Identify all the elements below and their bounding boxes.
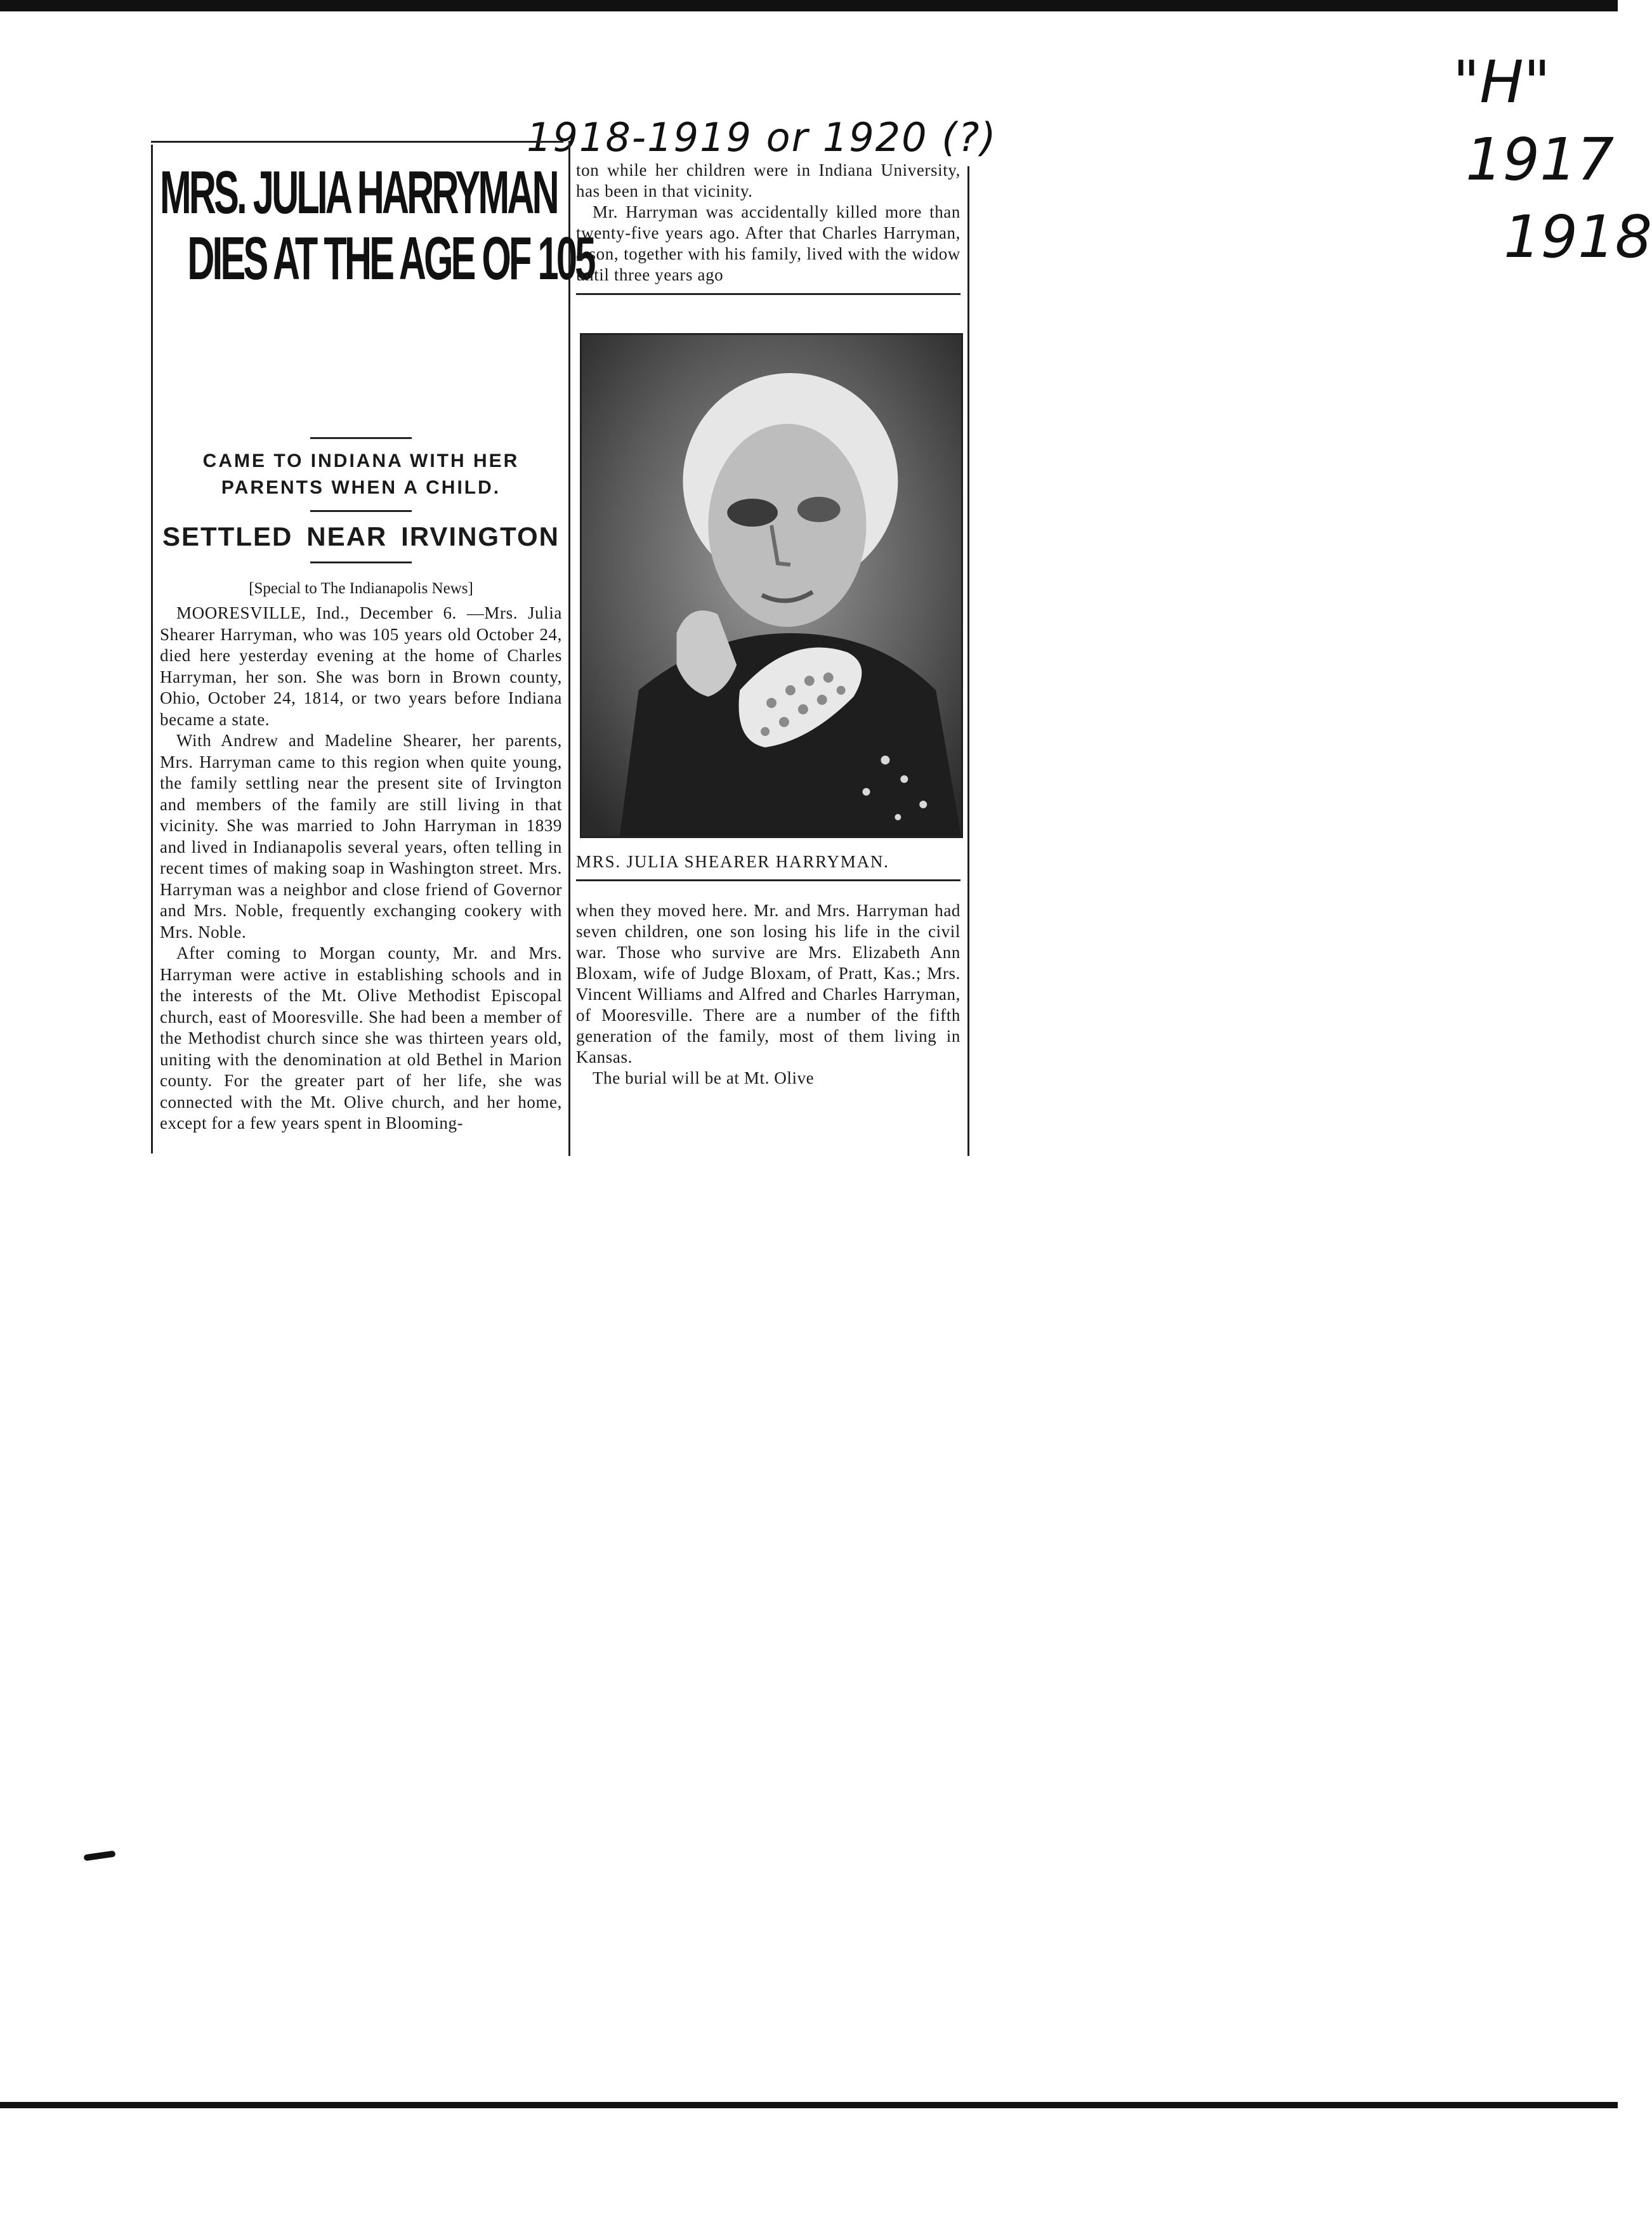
handwritten-letter: "H" bbox=[1453, 48, 1550, 116]
article-paragraph: With Andrew and Madeline Shearer, her parents, Mrs. Harryman came to this region when quite young, the family settling near the present site of Irvington and members of the family are still living in that vicinity. She was married to John Harryman in 1839 and lived in Indianapolis several years, often telling in recent times of making soap in Washington street. Mrs. Harryman was a neighbor and close friend of Governor and Mrs. Noble, frequently exchanging cookery with Mrs. Noble. bbox=[160, 731, 562, 942]
article-paragraph: The burial will be at Mt. Olive bbox=[593, 1068, 815, 1087]
article-subhead bbox=[160, 521, 562, 553]
article-continuation bbox=[576, 900, 960, 1089]
article-paragraph: Mr. Harryman was accidentally killed more than twenty-five years ago. After that Charles Harryman, a son, together with his family, lived with the widow until three years ago bbox=[576, 202, 960, 284]
handwritten-margin-note bbox=[1453, 44, 1652, 277]
article-paragraph: MOORESVILLE, Ind., December 6. —Mrs. Julia Shearer Harryman, who was 105 years old October 24, died here yesterday evening at the home of Charles Harryman, her son. She was born in Brown county, Ohio, October 24, 1814, or two years before Indiana became a state. bbox=[160, 603, 562, 729]
column-rule-right bbox=[967, 166, 969, 1156]
article-paragraph: ton while her children were in Indiana University, has been in that vicinity. bbox=[576, 161, 960, 200]
subhead-word: SETTLED bbox=[162, 522, 293, 551]
photo-caption: MRS. JULIA SHEARER HARRYMAN. bbox=[576, 852, 889, 871]
handwritten-year-1: 1917 bbox=[1465, 126, 1615, 194]
subhead-word: IRVINGTON bbox=[401, 522, 560, 551]
handwritten-year-2: 1918 bbox=[1504, 203, 1652, 271]
portrait-illustration bbox=[582, 335, 961, 836]
article-paragraph: when they moved here. Mr. and Mrs. Harryman had seven children, one son losing his life in the civil war. Those who survive are Mrs. Elizabeth Ann Bloxam, wife of Judge Bloxam, of Pratt, Kas.; Mrs. Vincent Williams and Alfred and Charles Harryman, of Mooresville. There are a number of the fifth generation of the family, most of them living in Kansas. bbox=[576, 901, 960, 1067]
column-rule-middle bbox=[568, 141, 570, 1156]
handwritten-date-note: 1918-1919 or 1920 (?) bbox=[527, 114, 997, 161]
article-deck bbox=[160, 448, 562, 501]
scan-mark bbox=[84, 1851, 116, 1861]
headline-line-1: MRS. JULIA HARRYMAN bbox=[160, 159, 557, 226]
article-paragraph: After coming to Morgan county, Mr. and Mrs. Harryman were active in establishing schools and in the interests of the Mt. Olive Methodist Episcopal church, east of Mooresville. She had been a member of the Methodist church since she was thirteen years old, uniting with the denomination at old Bethel in Marion county. For the greater part of her life, she was connected with the Mt. Olive church, and her home, except for a few years spent in Blooming- bbox=[160, 943, 562, 1132]
subhead-word: NEAR bbox=[306, 522, 388, 551]
deck-line-2: PARENTS WHEN A CHILD. bbox=[221, 477, 501, 498]
divider bbox=[576, 293, 960, 295]
newspaper-clipping bbox=[151, 141, 969, 1156]
scan-bottom-rule bbox=[0, 2102, 1618, 2108]
clipping-top-rule bbox=[151, 141, 563, 143]
article-column-1 bbox=[160, 159, 594, 1134]
headline-spacer bbox=[160, 292, 562, 428]
headline-line-2: DIES AT THE AGE OF 105 bbox=[187, 225, 594, 292]
article-headline bbox=[160, 159, 594, 292]
scan-top-band bbox=[0, 0, 1618, 11]
column-rule-left bbox=[151, 145, 153, 1153]
deck-line-1: CAME TO INDIANA WITH HER bbox=[202, 450, 520, 471]
divider bbox=[310, 561, 412, 563]
divider bbox=[310, 437, 412, 439]
divider bbox=[310, 510, 412, 512]
wire-credit: [Special to The Indianapolis News] bbox=[249, 580, 473, 597]
divider bbox=[576, 879, 960, 881]
portrait-photo bbox=[580, 333, 963, 838]
article-column-2 bbox=[576, 160, 960, 1089]
